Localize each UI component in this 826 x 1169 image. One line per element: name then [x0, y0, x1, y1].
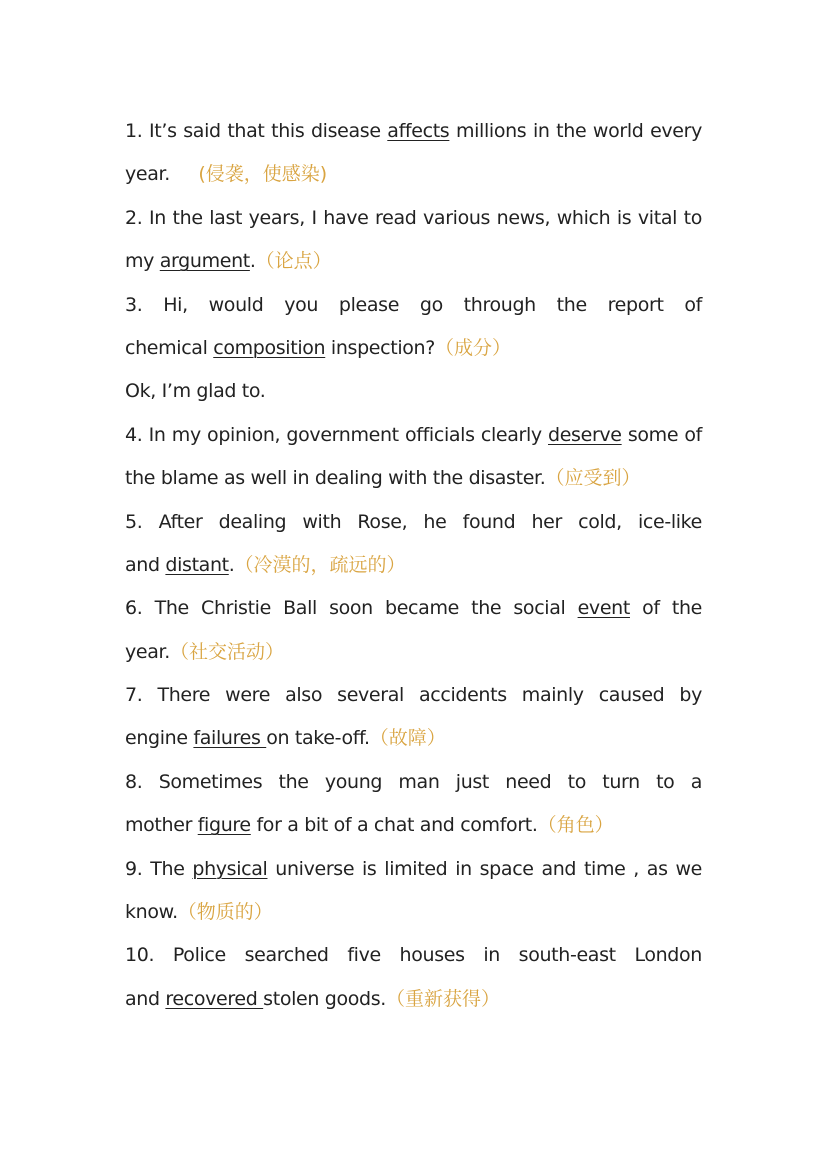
- vocabulary-document: [125, 110, 702, 1021]
- target-word: affects: [387, 120, 450, 142]
- item-7-line-2: engine failures on take-off.（故障）: [125, 727, 446, 750]
- translation: （论点）: [255, 250, 332, 273]
- item-2-line-1: 2. In the last years, I have read various news, which is vital to: [125, 206, 702, 229]
- item-6-line-2: year.（社交活动）: [125, 640, 284, 663]
- item-4-line-2: the blame as well in dealing with the disaster.（应受到）: [125, 467, 641, 490]
- item-4-line-1: 4. In my opinion, government officials clearly deserve some of: [125, 423, 702, 446]
- item-6-line-1: 6. The Christie Ball soon became the social event of the: [125, 597, 703, 620]
- item-9-line-1: 9. The physical universe is limited in space and time , as we: [125, 857, 702, 880]
- translation: (侵袭，使感染): [198, 163, 328, 186]
- target-word: distant: [165, 553, 229, 576]
- item-10-line-1: 10. Police searched five houses in south-east London: [125, 944, 702, 967]
- translation: （重新获得）: [385, 987, 500, 1010]
- translation: （物质的）: [177, 901, 273, 924]
- item-7-line-1: 7. There were also several accidents mainly caused by: [125, 684, 702, 707]
- target-word: argument: [159, 250, 250, 273]
- translation: （成分）: [434, 336, 511, 359]
- translation: （冷漠的，疏远的）: [234, 553, 406, 576]
- item-8-line-1: 8. Sometimes the young man just need to turn to a: [125, 770, 702, 793]
- item-5-line-2: and distant.（冷漠的，疏远的）: [125, 553, 406, 576]
- item-2-line-2: my argument.（论点）: [125, 250, 332, 273]
- item-1-line-2: year. (侵袭，使感染): [125, 163, 328, 186]
- item-9-line-2: know.（物质的）: [125, 901, 273, 924]
- item-5-line-1: 5. After dealing with Rose, he found her cold, ice-like: [125, 510, 702, 533]
- translation: （故障）: [369, 727, 446, 750]
- target-word: figure: [197, 814, 251, 837]
- target-word: event: [577, 597, 630, 620]
- item-3-line-1: 3. Hi, would you please go through the report of: [125, 293, 702, 316]
- item-10-line-2: and recovered stolen goods.（重新获得）: [125, 987, 500, 1010]
- item-3-reply: Ok, I’m glad to.: [125, 380, 266, 403]
- item-8-line-2: mother figure for a bit of a chat and comfort.（角色）: [125, 814, 614, 837]
- item-3-line-2: chemical composition inspection?（成分）: [125, 336, 511, 359]
- translation: （社交活动）: [169, 640, 284, 663]
- target-word: deserve: [548, 423, 622, 446]
- target-word: failures: [193, 727, 267, 750]
- target-word: recovered: [165, 987, 264, 1010]
- target-word: composition: [213, 336, 326, 359]
- translation: （应受到）: [545, 467, 641, 490]
- target-word: physical: [192, 857, 268, 880]
- translation: （角色）: [537, 814, 614, 837]
- item-1-line-1: 1. It’s said that this disease affects millions in the world every: [125, 120, 702, 142]
